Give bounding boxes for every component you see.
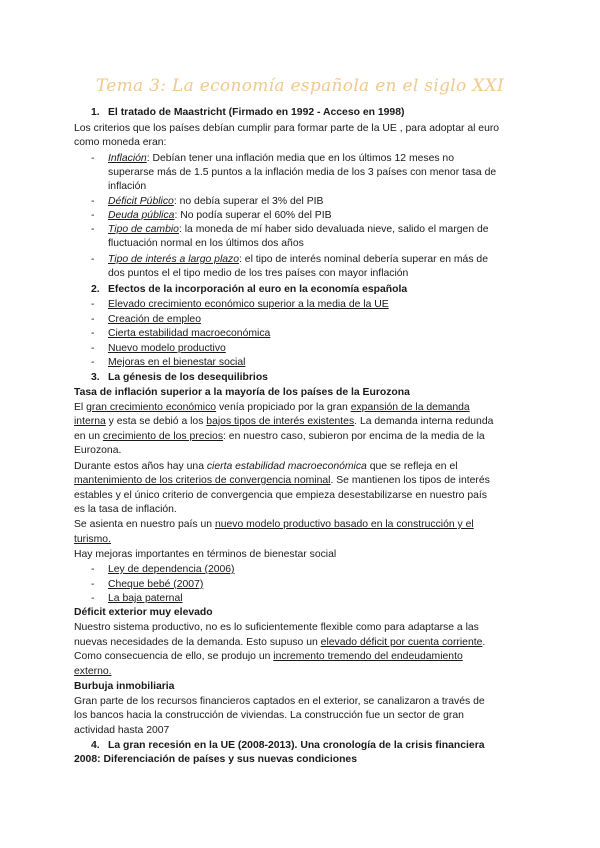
- welfare-item: Cheque bebé (2007): [108, 579, 204, 590]
- underlined-run: interna: [74, 416, 106, 427]
- paragraph-line: los bancos hacia la construcción de viviendas. La construcción fue un sector de gran: [74, 710, 464, 721]
- paragraph-line: Hay mejoras importantes en términos de bienestar social: [74, 549, 337, 560]
- underlined-run: bajos tipos de interés existentes: [206, 416, 355, 427]
- text-run: . La demanda interna redunda: [354, 416, 494, 427]
- text-run: venía propiciado por la gran: [216, 402, 351, 413]
- s1-intro-line-2: como moneda eran:: [74, 137, 167, 148]
- bullet-dash: -: [91, 564, 95, 575]
- criterion-text: : Debían tener una inflación media que en los últimos 12 meses no: [146, 153, 454, 164]
- bullet-dash: -: [91, 196, 95, 207]
- paragraph-line: Gran parte de los recursos financieros captados en el exterior, se canalizaron a través de: [74, 696, 485, 707]
- text-run: El: [74, 402, 87, 413]
- section-2-number: 2.: [91, 284, 100, 295]
- criterion-long-term-rate: [108, 253, 488, 267]
- section-1-heading: El tratado de Maastricht (Firmado en 1992 - Acceso en 1998): [108, 107, 405, 118]
- paragraph-line: Eurozona.: [74, 445, 122, 456]
- text-run: : en nuestro caso, subieron por encima de la media de la: [223, 431, 485, 442]
- effect-item: Elevado crecimiento económico superior a la media de la UE: [108, 299, 389, 310]
- text-run: que se refleja en el: [366, 461, 458, 472]
- subheading-housing-bubble: Burbuja inmobiliaria: [74, 681, 175, 692]
- paragraph-line: [74, 636, 485, 650]
- criterion-term: Deuda pública: [108, 210, 175, 221]
- bullet-dash: -: [91, 343, 95, 354]
- paragraph-line: turismo.: [74, 534, 111, 545]
- welfare-item: Ley de dependencia (2006): [108, 564, 235, 575]
- bullet-dash: -: [91, 579, 95, 590]
- text-run: . Se mantienen los tipos de interés: [330, 475, 490, 486]
- criterion-text-line: superarse más de 1.5 puntos a la inflación media de los 3 países con menor tasa de: [108, 167, 497, 178]
- text-run: y esta se debió a los: [105, 416, 207, 427]
- section-2-heading: Efectos de la incorporación al euro en la economía española: [108, 284, 408, 295]
- section-3-number: 3.: [91, 372, 100, 383]
- underlined-run: expansión de la demanda: [350, 402, 470, 413]
- underlined-run: gran crecimiento económico: [86, 402, 217, 413]
- paragraph-line: [74, 474, 490, 488]
- text-run: .: [482, 637, 486, 648]
- criterion-text-line: inflación: [108, 181, 147, 192]
- paragraph-line: [74, 518, 474, 532]
- effect-item: Mejoras en el bienestar social: [108, 357, 246, 368]
- criterion-text: : la moneda de mí haber sido devaluada nieve, salido el margen de: [178, 224, 489, 235]
- italic-run: cierta estabilidad macroeconómica: [206, 461, 367, 472]
- text-run: Como consecuencia de ello, se produjo un: [74, 651, 274, 662]
- bullet-dash: -: [91, 153, 95, 164]
- paragraph-line: es la tasa de inflación.: [74, 504, 177, 515]
- criterion-public-deficit: [108, 195, 323, 209]
- paragraph-line: [74, 650, 463, 664]
- paragraph-line: externo.: [74, 666, 112, 677]
- section-4-heading: La gran recesión en la UE (2008-2013). Una cronología de la crisis financiera: [108, 740, 485, 751]
- criterion-term: Tipo de interés a largo plazo: [108, 254, 240, 265]
- criterion-public-debt: [108, 209, 332, 223]
- effect-item: Creación de empleo: [108, 314, 201, 325]
- bullet-dash: -: [91, 210, 95, 221]
- paragraph-line: [74, 460, 458, 474]
- criterion-text: : no debía superar el 3% del PIB: [173, 196, 324, 207]
- text-run: Se asienta en nuestro país un: [74, 519, 215, 530]
- paragraph-line: [74, 401, 470, 415]
- criterion-term: Déficit Público: [108, 196, 174, 207]
- section-3-heading: La génesis de los desequilibrios: [108, 372, 268, 383]
- bullet-dash: -: [91, 328, 95, 339]
- underlined-run: incremento tremendo del endeudamiento: [273, 651, 463, 662]
- effect-item: Cierta estabilidad macroeconómica: [108, 328, 271, 339]
- section-1-number: 1.: [91, 107, 100, 118]
- bullet-dash: -: [91, 357, 95, 368]
- criterion-text: : No podía superar el 60% del PIB: [174, 210, 332, 221]
- subheading-external-deficit: Déficit exterior muy elevado: [74, 607, 213, 618]
- subheading-inflation: Tasa de inflación superior a la mayoría de los países de la Eurozona: [74, 387, 410, 398]
- paragraph-line: [74, 415, 493, 429]
- text-run: Durante estos años hay una: [74, 461, 207, 472]
- text-run: en un: [74, 431, 103, 442]
- criterion-term: Inflación: [108, 153, 147, 164]
- paragraph-line: [74, 430, 485, 444]
- paragraph-line: Nuestro sistema productivo, no es lo suficientemente flexible como para adaptarse a las: [74, 622, 479, 633]
- criterion-text-line: dos puntos el el tipo medio de los tres países con mayor inflación: [108, 268, 409, 279]
- welfare-item: La baja paternal: [108, 593, 183, 604]
- paragraph-line: estables y el único criterio de convergencia que empieza desestabilizarse en nuestro país: [74, 490, 487, 501]
- text-run: nuevas necesidades de la demanda. Esto supuso un: [74, 637, 321, 648]
- criterion-term: Tipo de cambio: [108, 224, 179, 235]
- underlined-run: crecimiento de los precios: [102, 431, 224, 442]
- s1-intro-line-1: Los criterios que los países debían cumplir para formar parte de la UE , para adoptar al euro: [74, 123, 500, 134]
- bullet-dash: -: [91, 593, 95, 604]
- bullet-dash: -: [91, 314, 95, 325]
- paragraph-line: actividad hasta 2007: [74, 725, 170, 736]
- underlined-run: nuevo modelo productivo basado en la construcción y el: [214, 519, 474, 530]
- bullet-dash: -: [91, 224, 95, 235]
- effect-item: Nuevo modelo productivo: [108, 343, 226, 354]
- underlined-run: mantenimiento de los criterios de convergencia nominal: [74, 475, 331, 486]
- criterion-exchange-rate: [108, 223, 489, 237]
- section-4-number: 4.: [91, 740, 100, 751]
- underlined-run: elevado déficit por cuenta corriente: [320, 637, 483, 648]
- bullet-dash: -: [91, 299, 95, 310]
- document-title: Tema 3: La economía española en el siglo XXI: [95, 76, 505, 96]
- criterion-text: : el tipo de interés nominal debería superar en más de: [239, 254, 488, 265]
- criterion-text-line: fluctuación normal en los últimos dos años: [108, 238, 304, 249]
- section-4-heading-line-2: 2008: Diferenciación de países y sus nuevas condiciones: [74, 754, 357, 765]
- criterion-inflation: [108, 152, 454, 166]
- bullet-dash: -: [91, 254, 95, 265]
